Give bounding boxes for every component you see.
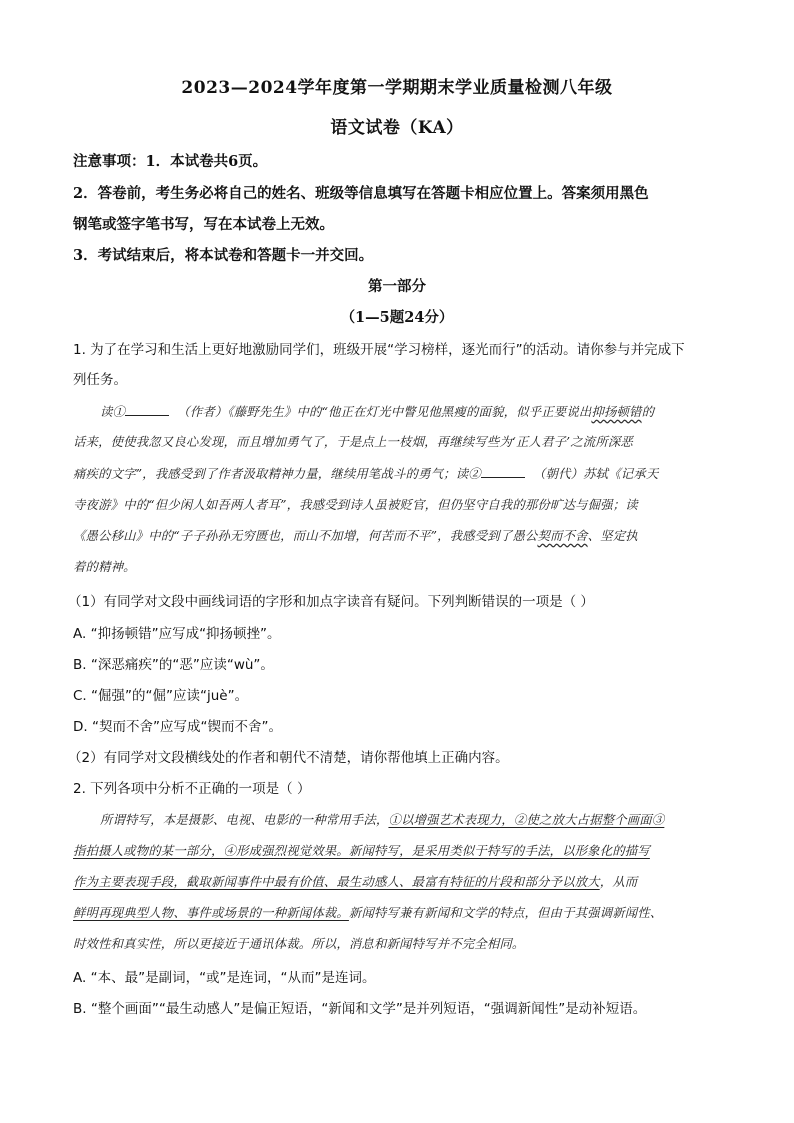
q1-stem-line-2: 列任务。 [73, 372, 127, 388]
notes-line-2a: 2．答卷前，考生务必将自己的姓名、班级等信息填写在答题卡相应位置上。答案须用黑色 [73, 185, 649, 202]
exam-title: 2023—2024学年度第一学期期末学业质量检测八年级 [181, 78, 613, 98]
q1-passage-line-2: 话来，使使我忽又良心发现，而且增加勇气了，于是点上一枝烟，再继续写些为‘正人君子’之流所深恶 [73, 434, 633, 449]
underlined-word-2: 契而不舍 [537, 528, 588, 543]
q1-option-d: D. “契而不舍”应写成“锲而不舍”。 [73, 719, 282, 735]
q1-passage-line-1: 读① （作者）《藤野先生》中的“他正在灯光中瞥见他黑瘦的面貌，似乎正要说出抑扬顿错的 [100, 404, 655, 419]
q2-option-a: A. “本、最”是副词，“或”是连词，“从而”是连词。 [73, 970, 376, 986]
q2-passage-line-4: 鲜明再现典型人物、事件或场景的一种新闻体裁。新闻特写兼有新闻和文学的特点，但由于其强调新闻性、 [73, 905, 663, 920]
q1-passage-line-5: 《愚公移山》中的“子子孙孙无穷匮也，而山不加增，何苦而不平”，我感受到了愚公契而不舍、坚定执 [73, 528, 638, 543]
q1-stem-line-1: 1. 为了在学习和生活上更好地激励同学们，班级开展“学习榜样，逐光而行”的活动。请你参与并完成下 [73, 342, 685, 358]
blank-author [125, 403, 169, 416]
q1-sub-1: （1）有同学对文段中画线词语的字形和加点字读音有疑问。下列判断错误的一项是（ ） [68, 594, 594, 610]
notes-line-2b: 钢笔或签字笔书写，写在本试卷上无效。 [73, 216, 334, 233]
q2-passage-line-1: 所谓特写，本是摄影、电视、电影的一种常用手法，①以增强艺术表现力，②使之放大占据整个画面③ [100, 812, 665, 827]
q1-passage-line-4: 寺夜游》中的“但少闲人如吾两人者耳”，我感受到诗人虽被贬官，但仍坚守自我的那份旷达与倔强；读 [73, 497, 638, 512]
underlined-word-1: 抑扬顿错 [591, 404, 642, 419]
q1-option-b: B. “深恶痛疾”的“恶”应读“wù”。 [73, 657, 274, 673]
notes-line-3: 3．考试结束后，将本试卷和答题卡一并交回。 [73, 247, 374, 264]
q2-passage-line-5: 时效性和真实性，所以更接近于通讯体裁。所以，消息和新闻特写并不完全相同。 [73, 936, 525, 951]
notes-line-1: 注意事项：1．本试卷共6页。 [73, 153, 268, 170]
q2-stem: 2. 下列各项中分析不正确的一项是（ ） [73, 781, 311, 797]
q2-option-b: B. “整个画面”“最生动感人”是偏正短语，“新闻和文学”是并列短语，“强调新闻性”是动补短语。 [73, 1001, 647, 1017]
q1-option-c: C. “倔强”的“倔”应读“juè”。 [73, 688, 249, 704]
part-heading: 第一部分 [368, 278, 426, 295]
q1-option-a: A. “抑扬顿错”应写成“抑扬顿挫”。 [73, 626, 281, 642]
blank-dynasty [481, 465, 525, 478]
q1-passage-line-3: 痛疾的文字”，我感受到了作者汲取精神力量，继续用笔战斗的勇气；读② （朝代）苏轼《记承天 [73, 466, 659, 481]
q1-sub-2: （2）有同学对文段横线处的作者和朝代不清楚，请你帮他填上正确内容。 [68, 750, 509, 766]
q2-passage-line-2: 指拍摄人或物的某一部分，④形成强烈视觉效果。新闻特写，是采用类似于特写的手法，以形象化的描写 [73, 843, 650, 858]
q2-passage-line-3: 作为主要表现手段，截取新闻事件中最有价值、最生动感人、最富有特征的片段和部分予以放大，从而 [73, 874, 638, 889]
part-range: （1—5题24分） [340, 309, 454, 326]
exam-subtitle: 语文试卷（KA） [330, 118, 464, 138]
q1-passage-line-6: 着的精神。 [73, 559, 136, 574]
